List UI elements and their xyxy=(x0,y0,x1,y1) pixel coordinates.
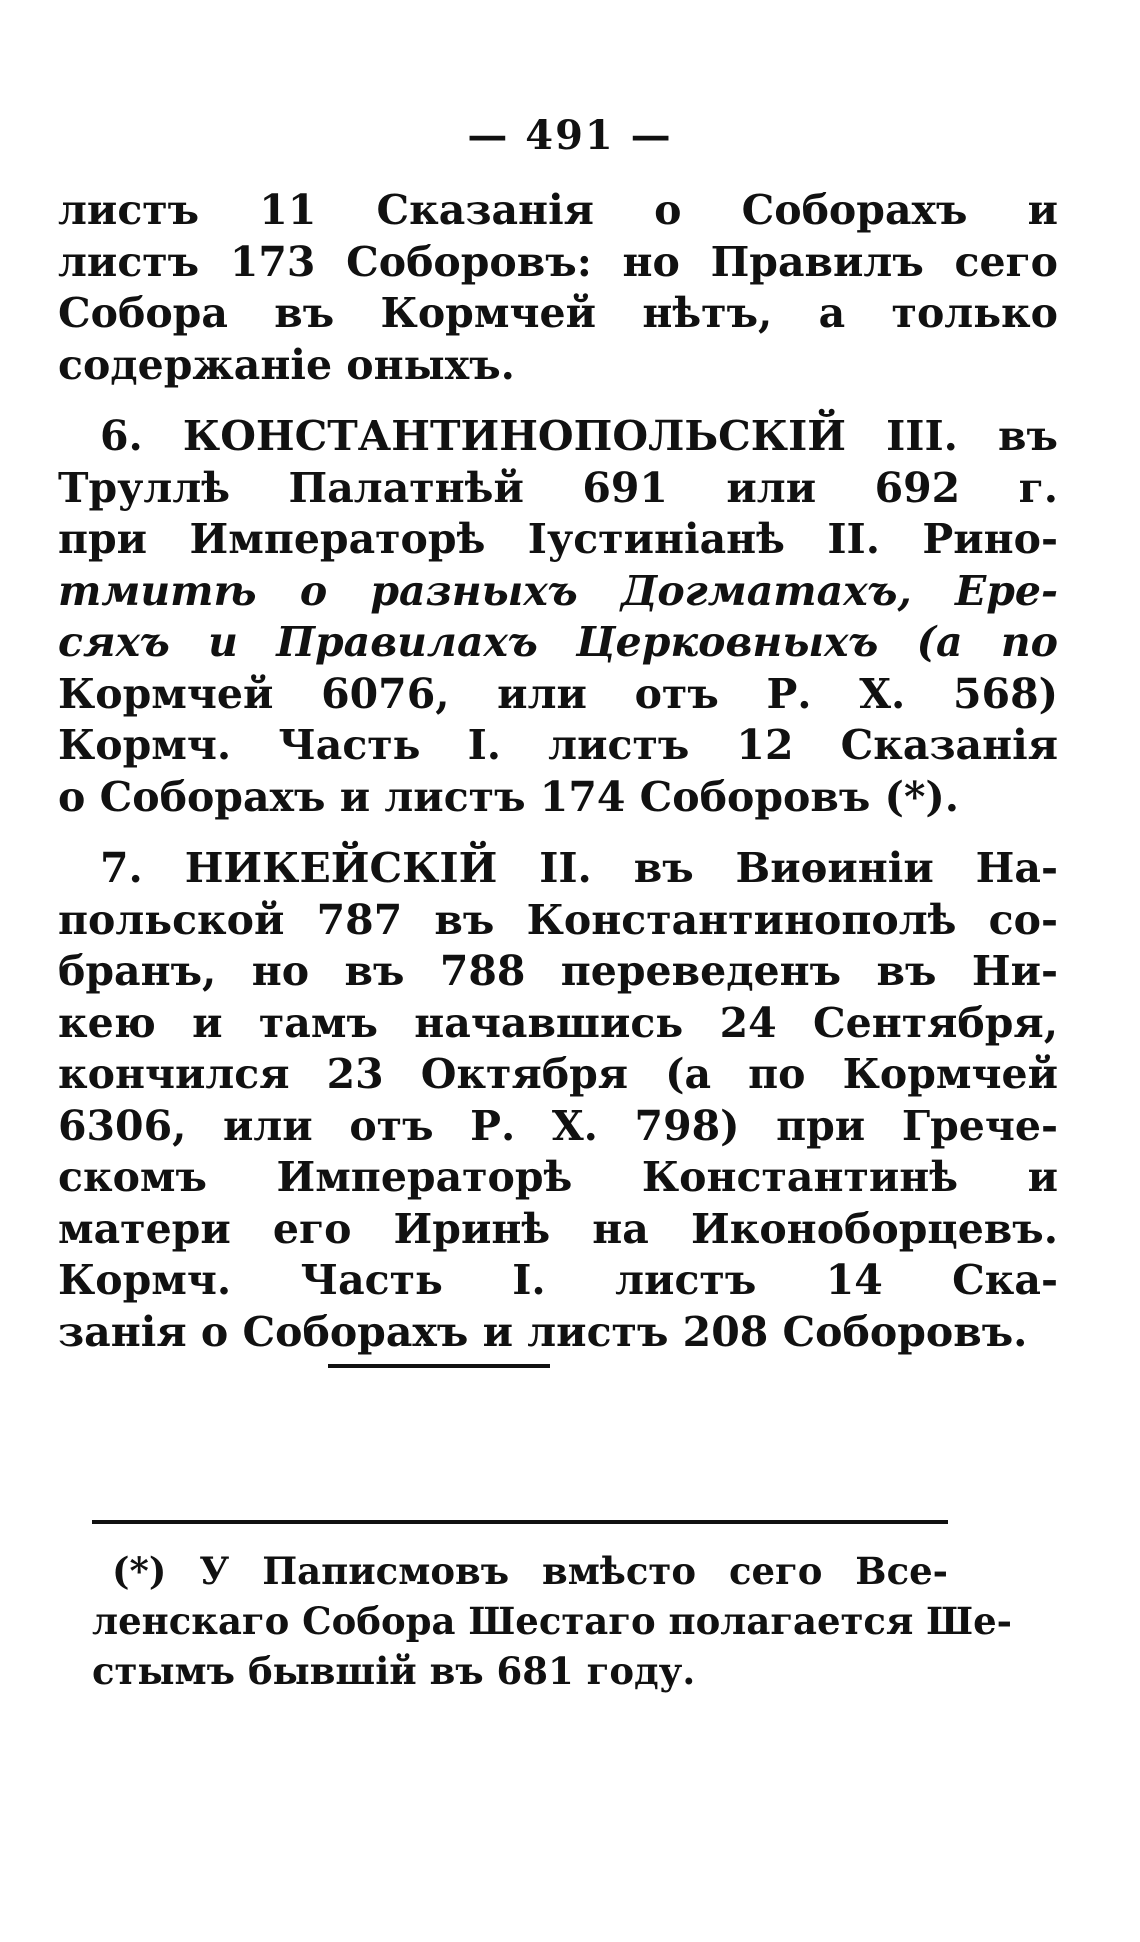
text-line: Собора въ Кормчей нѣтъ, а только xyxy=(58,289,1058,337)
text-line: Кормч. Часть I. листъ 14 Ска- xyxy=(58,1256,1058,1304)
footnote-line: стымъ бывшій въ 681 году. xyxy=(92,1649,696,1693)
text-line: о Соборахъ и листъ 174 Соборовъ (*). xyxy=(58,772,960,821)
footnote-rule xyxy=(92,1520,948,1524)
text-line: при Императорѣ Іустиніанѣ II. Рино- xyxy=(58,515,1058,563)
text-line: тмитѣ о разныхъ Догматахъ, Ере- xyxy=(58,566,1058,615)
text-line: скомъ Императорѣ Константинѣ и xyxy=(58,1153,1058,1201)
text-line: занія о Соборахъ и листъ 208 Соборовъ. xyxy=(58,1307,1028,1356)
text-line: матери его Иринѣ на Иконоборцевъ. xyxy=(58,1204,1058,1253)
text-line: листъ 11 Сказанія о Соборахъ и xyxy=(58,186,1058,234)
text-line: Кормчей 6076, или отъ Р. Х. 568) xyxy=(58,669,1058,718)
paragraph-1 xyxy=(58,185,1058,391)
main-text xyxy=(58,185,1058,1358)
footnote xyxy=(92,1546,1012,1696)
page-number: — 491 — xyxy=(467,112,673,159)
text-line: 6. КОНСТАНТИНОПОЛЬСКІЙ III. въ xyxy=(100,412,1058,460)
paragraph-3 xyxy=(58,843,1058,1358)
text-line: листъ 173 Соборовъ: но Правилъ сего xyxy=(58,237,1058,286)
footnote-line: ленскаго Собора Шестаго полагается Ше- xyxy=(92,1599,1012,1643)
text-line: сяхъ и Правилахъ Церковныхъ (а по xyxy=(58,618,1058,666)
text-line: кею и тамъ начавшись 24 Сентября, xyxy=(58,998,1058,1047)
text-line: 7. НИКЕЙСКІЙ II. въ Виѳиніи На- xyxy=(100,844,1058,892)
text-line: 6306, или отъ Р. Х. 798) при Грече- xyxy=(58,1101,1058,1150)
text-line: Кормч. Часть I. листъ 12 Сказанія xyxy=(58,721,1058,769)
text-line: кончился 23 Октября (а по Кормчей xyxy=(58,1050,1058,1098)
section-divider xyxy=(328,1364,550,1368)
text-line: Труллѣ Палатнѣй 691 или 692 г. xyxy=(58,463,1058,512)
text-line: содержаніе оныхъ. xyxy=(58,340,515,389)
paragraph-2 xyxy=(58,411,1058,823)
footnote-line: (*) У Паписмовъ вмѣсто сего Все- xyxy=(112,1549,948,1593)
text-line: бранъ, но въ 788 переведенъ въ Ни- xyxy=(58,947,1058,995)
text-line: польской 787 въ Константинополѣ со- xyxy=(58,895,1058,944)
